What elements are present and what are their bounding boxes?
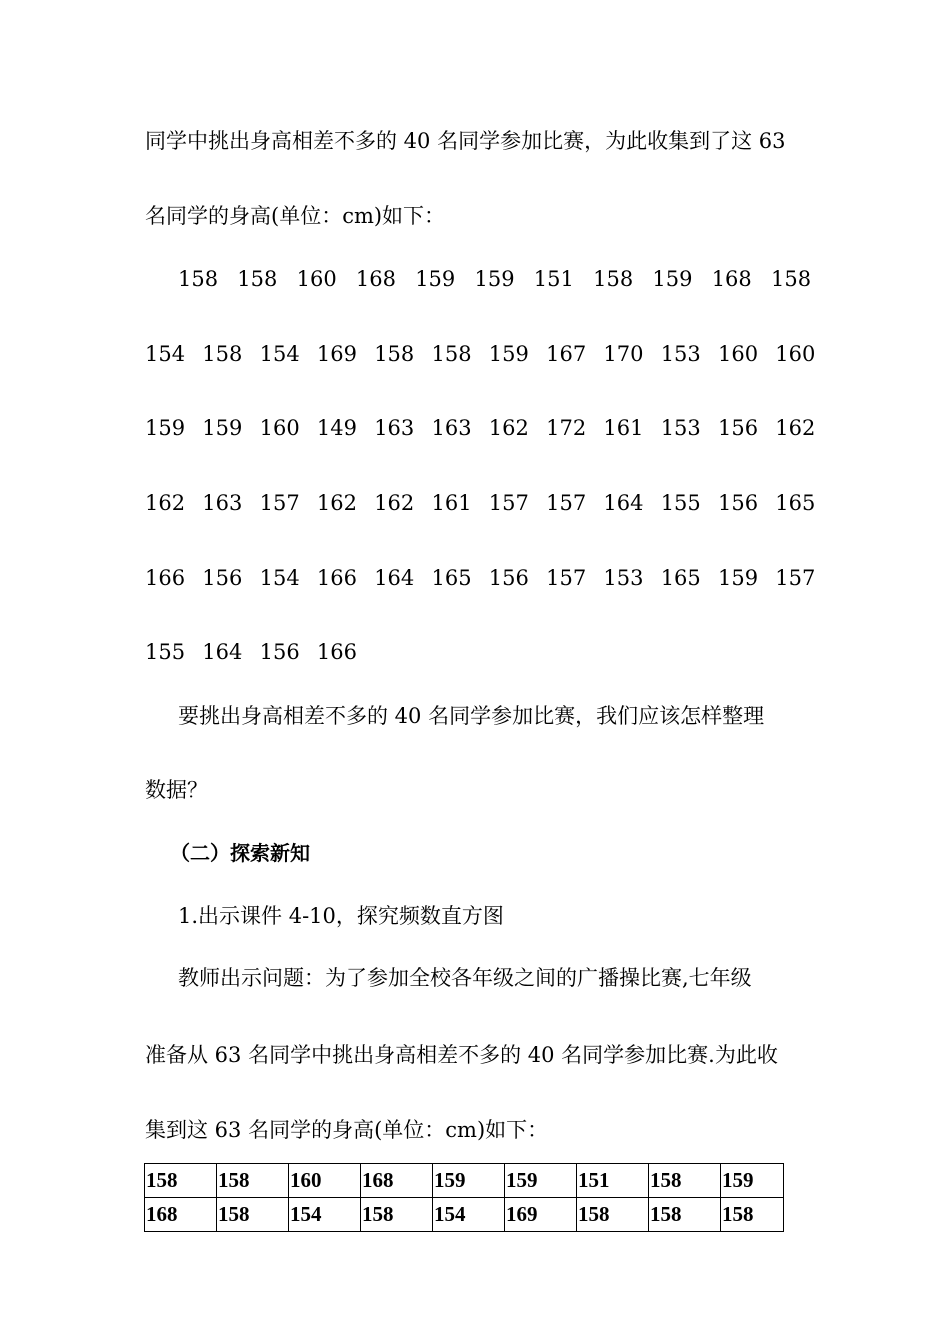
table-cell: 159 — [433, 1164, 505, 1198]
heights-table — [144, 1163, 784, 1232]
height-value: 168 — [711, 267, 752, 291]
height-value: 165 — [775, 491, 816, 515]
height-value: 156 — [718, 416, 759, 440]
height-value: 155 — [660, 491, 701, 515]
table-cell: 158 — [217, 1198, 289, 1232]
height-value: 166 — [316, 640, 357, 664]
height-value: 158 — [374, 342, 415, 366]
height-value: 164 — [374, 566, 415, 590]
height-value: 163 — [202, 491, 243, 515]
table-cell: 158 — [145, 1164, 217, 1198]
height-value: 160 — [775, 342, 816, 366]
height-value: 158 — [178, 267, 219, 291]
height-value: 153 — [603, 566, 644, 590]
height-value: 158 — [237, 267, 278, 291]
height-value: 156 — [488, 566, 529, 590]
table-cell: 168 — [145, 1198, 217, 1232]
height-value: 153 — [660, 416, 701, 440]
question-line-1: 要挑出身高相差不多的 40 名同学参加比赛，我们应该怎样整理 — [178, 704, 765, 728]
height-value: 170 — [603, 342, 644, 366]
height-value: 165 — [660, 566, 701, 590]
question-line-2: 数据？ — [145, 778, 208, 802]
table-cell: 168 — [361, 1164, 433, 1198]
height-value: 165 — [431, 566, 472, 590]
height-value: 159 — [474, 267, 515, 291]
height-value: 159 — [202, 416, 243, 440]
height-value: 154 — [259, 342, 300, 366]
height-value: 163 — [431, 416, 472, 440]
height-value: 159 — [652, 267, 693, 291]
height-value: 156 — [718, 491, 759, 515]
height-value: 158 — [771, 267, 812, 291]
height-value: 162 — [374, 491, 415, 515]
height-value: 157 — [488, 491, 529, 515]
section-heading: （二）探索新知 — [170, 841, 310, 865]
height-value: 166 — [316, 566, 357, 590]
height-value: 157 — [259, 491, 300, 515]
table-cell: 154 — [289, 1198, 361, 1232]
table-cell: 151 — [577, 1164, 649, 1198]
height-value: 151 — [533, 267, 574, 291]
height-value: 159 — [718, 566, 759, 590]
height-value: 158 — [593, 267, 634, 291]
height-value: 164 — [603, 491, 644, 515]
table-cell: 158 — [577, 1198, 649, 1232]
table-cell: 158 — [217, 1164, 289, 1198]
table-cell: 158 — [721, 1198, 784, 1232]
teacher-line-3: 集到这 63 名同学的身高(单位：cm)如下： — [145, 1118, 549, 1142]
height-value: 159 — [488, 342, 529, 366]
table-cell: 158 — [361, 1198, 433, 1232]
height-value: 162 — [775, 416, 816, 440]
height-value: 159 — [145, 416, 186, 440]
height-value: 164 — [202, 640, 243, 664]
table-row — [145, 1198, 784, 1232]
height-value: 162 — [145, 491, 186, 515]
table-cell: 158 — [649, 1164, 721, 1198]
height-value: 157 — [546, 491, 587, 515]
height-value: 166 — [145, 566, 186, 590]
table-cell: 158 — [649, 1198, 721, 1232]
height-value: 153 — [660, 342, 701, 366]
teacher-line-1: 教师出示问题：为了参加全校各年级之间的广播操比赛,七年级 — [178, 966, 752, 990]
height-value: 155 — [145, 640, 186, 664]
height-value: 154 — [259, 566, 300, 590]
height-value: 158 — [431, 342, 472, 366]
table-row — [145, 1164, 784, 1198]
height-value: 162 — [488, 416, 529, 440]
height-value: 163 — [374, 416, 415, 440]
height-value: 158 — [202, 342, 243, 366]
height-value: 157 — [546, 566, 587, 590]
table-cell: 159 — [505, 1164, 577, 1198]
height-value: 169 — [316, 342, 357, 366]
height-value: 168 — [355, 267, 396, 291]
height-value: 156 — [202, 566, 243, 590]
height-value: 159 — [415, 267, 456, 291]
height-value: 156 — [259, 640, 300, 664]
intro-line-2: 名同学的身高(单位：cm)如下： — [145, 204, 446, 228]
table-cell: 160 — [289, 1164, 361, 1198]
height-value: 161 — [603, 416, 644, 440]
height-value: 167 — [546, 342, 587, 366]
height-value: 162 — [316, 491, 357, 515]
intro-line-1: 同学中挑出身高相差不多的 40 名同学参加比赛，为此收集到了这 63 — [145, 129, 786, 153]
height-value: 157 — [775, 566, 816, 590]
item-1: 1.出示课件 4-10，探究频数直方图 — [178, 904, 504, 928]
height-value: 172 — [546, 416, 587, 440]
teacher-line-2: 准备从 63 名同学中挑出身高相差不多的 40 名同学参加比赛.为此收 — [145, 1043, 778, 1067]
table-cell: 159 — [721, 1164, 784, 1198]
height-value: 160 — [259, 416, 300, 440]
table-cell: 154 — [433, 1198, 505, 1232]
height-value: 160 — [296, 267, 337, 291]
table-cell: 169 — [505, 1198, 577, 1232]
height-value: 154 — [145, 342, 186, 366]
height-value: 161 — [431, 491, 472, 515]
height-value: 160 — [718, 342, 759, 366]
height-value: 149 — [316, 416, 357, 440]
